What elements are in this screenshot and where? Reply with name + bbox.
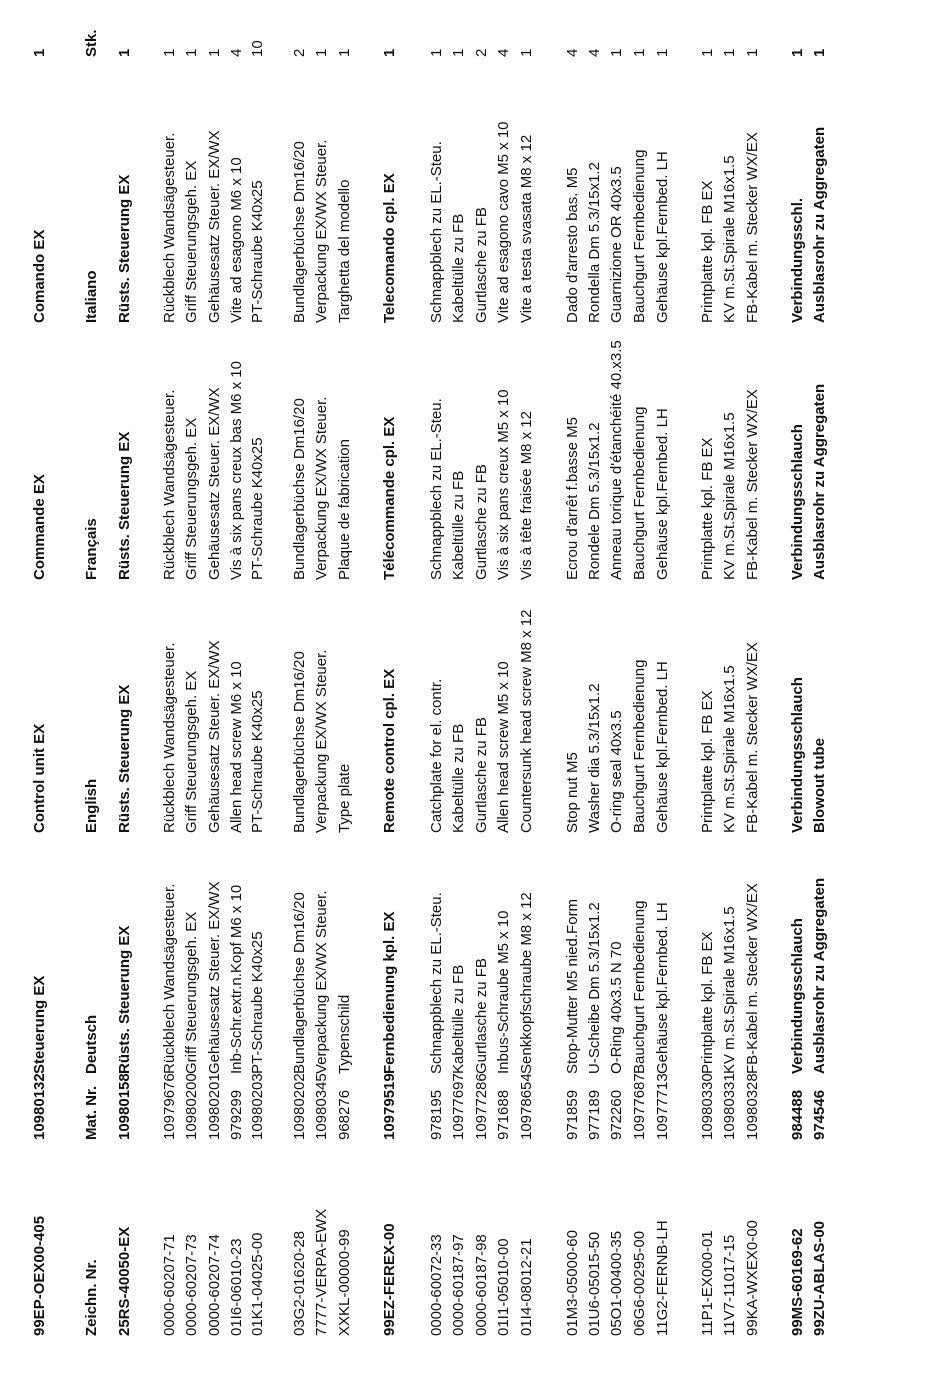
cell-italian: Griff Steuerungsgeh. EX (183, 160, 200, 323)
table-row (743, 0, 763, 1379)
cell-italian: Dado d'arresto bas. M5 (564, 167, 581, 323)
cell-quantity: 4 (495, 48, 512, 57)
cell-material-no: 10980330 (699, 1073, 716, 1140)
cell-material-no: 974546 (811, 1089, 828, 1140)
cell-english: Allen head screw M6 x 10 (228, 661, 245, 833)
table-row (160, 0, 180, 1379)
table-row (380, 0, 400, 1379)
cell-material-no: 10980203 (249, 1073, 266, 1140)
cell-english: Gurtlasche zu FB (473, 717, 490, 833)
cell-quantity: 1 (608, 48, 625, 57)
cell-german: Rückblech Wandsägesteuer. (161, 883, 178, 1074)
table-row (312, 0, 332, 1379)
cell-english: Gehäuse kpl.Fernbed. LH (654, 661, 671, 833)
cell-material-no: 10980200 (183, 1073, 200, 1140)
cell-english: Washer dia 5.3/15x1.2 (586, 683, 603, 833)
cell-italian: Vite a testa svasata M8 x 12 (518, 134, 535, 323)
cell-german: Verpackung EX/WX Steuer. (313, 890, 330, 1074)
cell-german: Fernbedienung kpl. EX (381, 911, 398, 1074)
cell-quantity: 1 (428, 48, 445, 57)
cell-german: Gehäusesatz Steuer. EX/WX (206, 881, 223, 1074)
cell-french: Rückblech Wandsägesteuer. (161, 389, 178, 580)
cell-drawing-no: 11P1-EX000-01 (699, 1230, 716, 1336)
table-row (115, 0, 135, 1379)
cell-french: PT-Schraube K40x25 (249, 437, 266, 580)
cell-french: Plaque de fabrication (336, 439, 353, 580)
cell-italian: Bundlagerbüchse Dm16/20 (291, 141, 308, 323)
cell-french: Ecrou d'arrêt f.basse M5 (564, 417, 581, 580)
cell-italian: Ausblasrohr zu Aggregaten (811, 126, 828, 323)
cell-french: Bundlagerbüchse Dm16/20 (291, 398, 308, 580)
cell-italian: Gurtlasche zu FB (473, 207, 490, 323)
cell-drawing-no: 99MS-60169-62 (789, 1228, 806, 1336)
cell-quantity: 1 (381, 48, 398, 57)
cell-quantity: 1 (161, 48, 178, 57)
cell-drawing-no: 0000-60207-71 (161, 1234, 178, 1336)
cell-material-no: 971688 (495, 1089, 512, 1140)
cell-drawing-no: 03G2-01620-28 (291, 1230, 308, 1336)
cell-quantity: 1 (811, 48, 828, 57)
cell-material-no: 10977286 (473, 1073, 490, 1140)
table-row (205, 0, 225, 1379)
cell-italian: Comando EX (31, 229, 48, 323)
cell-material-no: 10978654 (518, 1073, 535, 1140)
cell-english: FB-Kabel m. Stecker WX/EX (744, 642, 761, 833)
cell-quantity: 4 (564, 48, 581, 57)
cell-german: Kabeltülle zu FB (450, 964, 467, 1074)
cell-german: Ausblasrohr zu Aggregaten (811, 877, 828, 1074)
table-row (788, 0, 808, 1379)
cell-english: Bundlagerbüchse Dm16/20 (291, 651, 308, 833)
table-row (227, 0, 247, 1379)
cell-english: KV m.St.Spirale M16x1.5 (721, 665, 738, 833)
cell-french: Gehäusesatz Steuer. EX/WX (206, 387, 223, 580)
cell-german: U-Scheibe Dm 5.3/15x1.2 (586, 902, 603, 1074)
cell-french: Anneau torique d'étanchéité 40.x3.5 (608, 340, 625, 580)
cell-drawing-no: 99KA-WXEX0-00 (744, 1220, 761, 1336)
table-row (585, 0, 605, 1379)
cell-drawing-no: 99EZ-FEREX-00 (381, 1223, 398, 1336)
cell-french: Télécommande cpl. EX (381, 416, 398, 580)
cell-german: Typenschild (336, 994, 353, 1074)
cell-drawing-no: 01M3-05000-60 (564, 1230, 581, 1336)
cell-german: KV m.St.Spirale M16x1.5 (721, 906, 738, 1074)
cell-french: Français (83, 518, 100, 580)
cell-english: Catchplate for el. contr. (428, 678, 445, 833)
cell-material-no: 10977687 (631, 1073, 648, 1140)
cell-italian: Bauchgurt Fernbedienung (631, 149, 648, 323)
cell-french: Ausblasrohr zu Aggregaten (811, 383, 828, 580)
cell-italian: Verpackung EX/WX Steuer. (313, 139, 330, 323)
cell-drawing-no: 99EP-OEX00-405 (31, 1215, 48, 1336)
cell-german: Bauchgurt Fernbedienung (631, 900, 648, 1074)
table-row (472, 0, 492, 1379)
cell-english: Printplatte kpl. FB EX (699, 690, 716, 833)
cell-french: Rüsts. Steuerung EX (116, 431, 133, 580)
cell-french: FB-Kabel m. Stecker WX/EX (744, 389, 761, 580)
cell-german: Gurtlasche zu FB (473, 958, 490, 1074)
cell-drawing-no: 01K1-04025-00 (249, 1232, 266, 1336)
cell-italian: Italiano (83, 270, 100, 323)
cell-material-no: 10980202 (291, 1073, 308, 1140)
cell-drawing-no: 0000-60072-33 (428, 1234, 445, 1336)
cell-quantity: 1 (336, 48, 353, 57)
cell-drawing-no: 01I4-08012-21 (518, 1238, 535, 1336)
cell-italian: Vite ad esagono M6 x 10 (228, 157, 245, 323)
cell-english: Rüsts. Steuerung EX (116, 684, 133, 833)
cell-english: English (83, 778, 100, 833)
cell-drawing-no: 0000-60187-97 (450, 1234, 467, 1336)
cell-french: Bauchgurt Fernbedienung (631, 406, 648, 580)
cell-material-no: 10980328 (744, 1073, 761, 1140)
cell-french: Verbindungsschlauch (789, 424, 806, 580)
cell-quantity: Stk. (83, 29, 100, 57)
cell-material-no: 979299 (228, 1089, 245, 1140)
cell-german: Verbindungsschlauch (789, 918, 806, 1074)
table-row (607, 0, 627, 1379)
cell-italian: Vite ad esagono cavo M5 x 10 (495, 121, 512, 323)
cell-english: Griff Steuerungsgeh. EX (183, 670, 200, 833)
cell-german: Bundlagerbüchse Dm16/20 (291, 892, 308, 1074)
cell-french: Rondele Dm 5.3/15x1.2 (586, 422, 603, 580)
table-row (248, 0, 268, 1379)
cell-material-no: 972260 (608, 1089, 625, 1140)
cell-german: Steuerung EX (31, 975, 48, 1074)
table-row (810, 0, 830, 1379)
cell-english: PT-Schraube K40x25 (249, 690, 266, 833)
cell-material-no: 10980158 (116, 1073, 133, 1140)
cell-english: Gehäusesatz Steuer. EX/WX (206, 640, 223, 833)
table-row (290, 0, 310, 1379)
cell-material-no: Mat. Nr. (83, 1085, 100, 1140)
cell-italian: Guarnizione OR 40x3.5 (608, 166, 625, 323)
cell-french: Kabeltülle zu FB (450, 470, 467, 580)
table-row (720, 0, 740, 1379)
cell-quantity: 10 (249, 40, 266, 57)
cell-italian: Schnappblech zu EL.-Steu. (428, 141, 445, 323)
table-row (653, 0, 673, 1379)
cell-french: Vis à six pans creux M5 x 10 (495, 389, 512, 580)
table-row (494, 0, 514, 1379)
cell-german: Inb-Schr.extr.n.Kopf M6 x 10 (228, 884, 245, 1074)
cell-english: Type plate (336, 763, 353, 833)
cell-quantity: 1 (654, 48, 671, 57)
cell-material-no: 10980201 (206, 1073, 223, 1140)
cell-english: Countersunk head screw M8 x 12 (518, 609, 535, 833)
cell-french: Griff Steuerungsgeh. EX (183, 417, 200, 580)
cell-material-no: 10977713 (654, 1073, 671, 1140)
cell-french: Gurtlasche zu FB (473, 464, 490, 580)
cell-drawing-no: 99ZU-ABLAS-00 (811, 1220, 828, 1336)
cell-quantity: 1 (699, 48, 716, 57)
cell-french: Printplatte kpl. FB EX (699, 437, 716, 580)
cell-drawing-no: 0000-60207-74 (206, 1234, 223, 1336)
cell-english: Control unit EX (31, 723, 48, 833)
cell-material-no: 10977697 (450, 1073, 467, 1140)
cell-material-no: 10980331 (721, 1073, 738, 1140)
cell-italian: Verbindungsschl. (789, 197, 806, 323)
cell-material-no: 971859 (564, 1089, 581, 1140)
cell-english: Verbindungsschlauch (789, 677, 806, 833)
cell-quantity: 1 (789, 48, 806, 57)
cell-quantity: 4 (228, 48, 245, 57)
cell-french: Vis à six pans creux bas M6 x 10 (228, 361, 245, 580)
cell-italian: Gehäuse kpl.Fernbed. LH (654, 151, 671, 323)
cell-english: Verpackung EX/WX Steuer. (313, 649, 330, 833)
cell-english: O-ring seal 40x3.5 (608, 710, 625, 833)
cell-quantity: 2 (473, 48, 490, 57)
cell-material-no: 978195 (428, 1089, 445, 1140)
cell-english: Bauchgurt Fernbedienung (631, 659, 648, 833)
cell-material-no: 10980132 (31, 1073, 48, 1140)
cell-german: Schnappblech zu EL.-Steu. (428, 892, 445, 1074)
cell-french: Gehäuse kpl.Fernbed. LH (654, 408, 671, 580)
cell-italian: FB-Kabel m. Stecker WX/EX (744, 132, 761, 323)
cell-drawing-no: 01I6-06010-23 (228, 1238, 245, 1336)
cell-italian: Printplatte kpl. FB EX (699, 180, 716, 323)
cell-italian: KV m.St.Spirale M16x1.5 (721, 155, 738, 323)
table-row (517, 0, 537, 1379)
cell-material-no: 984488 (789, 1089, 806, 1140)
table-row (563, 0, 583, 1379)
cell-german: Deutsch (83, 1014, 100, 1074)
cell-italian: Rückblech Wandsägesteuer. (161, 132, 178, 323)
cell-italian: Telecomando cpl. EX (381, 173, 398, 323)
cell-german: Stop-Mutter M5 nied.Form (564, 898, 581, 1074)
cell-drawing-no: 0000-60187-98 (473, 1234, 490, 1336)
cell-drawing-no: 06G6-00295-00 (631, 1230, 648, 1336)
cell-material-no: 968276 (336, 1089, 353, 1140)
cell-english: Rückblech Wandsägesteuer. (161, 642, 178, 833)
cell-italian: Gehäusesatz Steuer. EX/WX (206, 130, 223, 323)
cell-material-no: 10980345 (313, 1073, 330, 1140)
cell-drawing-no: 05O1-00400-35 (608, 1230, 625, 1336)
cell-quantity: 1 (313, 48, 330, 57)
cell-material-no: 10979519 (381, 1073, 398, 1140)
cell-quantity: 1 (450, 48, 467, 57)
cell-italian: Rondella Dm 5.3/15x1.2 (586, 162, 603, 323)
table-row (698, 0, 718, 1379)
cell-quantity: 2 (291, 48, 308, 57)
cell-drawing-no: 0000-60207-73 (183, 1234, 200, 1336)
cell-quantity: 1 (116, 48, 133, 57)
cell-french: Commande EX (31, 474, 48, 580)
cell-quantity: 1 (31, 48, 48, 57)
cell-drawing-no: 25RS-40050-EX (116, 1226, 133, 1336)
cell-german: O-Ring 40x3.5 N 70 (608, 941, 625, 1074)
cell-quantity: 1 (744, 48, 761, 57)
table-row (335, 0, 355, 1379)
cell-quantity: 1 (631, 48, 648, 57)
cell-italian: PT-Schraube K40x25 (249, 180, 266, 323)
cell-drawing-no: 01U6-05015-50 (586, 1231, 603, 1336)
table-row (449, 0, 469, 1379)
cell-english: Stop nut M5 (564, 752, 581, 833)
cell-drawing-no: XXKL-00000-99 (336, 1229, 353, 1336)
cell-material-no: 977189 (586, 1089, 603, 1140)
cell-english: Kabeltülle zu FB (450, 723, 467, 833)
cell-french: Schnappblech zu EL.-Steu. (428, 398, 445, 580)
cell-english: Allen head screw M5 x 10 (495, 661, 512, 833)
cell-french: Vis à tête fraisée M8 x 12 (518, 411, 535, 580)
cell-german: Printplatte kpl. FB EX (699, 931, 716, 1074)
cell-french: Verpackung EX/WX Steuer. (313, 396, 330, 580)
cell-drawing-no: 01I1-05010-00 (495, 1238, 512, 1336)
table-row (427, 0, 447, 1379)
cell-quantity: 1 (721, 48, 738, 57)
assembly-title-row (30, 0, 50, 1379)
cell-german: PT-Schraube K40x25 (249, 931, 266, 1074)
cell-quantity: 1 (206, 48, 223, 57)
cell-english: Blowout tube (811, 738, 828, 833)
table-row (630, 0, 650, 1379)
cell-italian: Targhetta del modello (336, 179, 353, 323)
cell-drawing-no: 7777-VERPA-EWX (313, 1208, 330, 1336)
cell-drawing-no: 11V7-11017-15 (721, 1234, 738, 1336)
cell-german: Senkkopfschraube M8 x 12 (518, 892, 535, 1074)
cell-quantity: 1 (183, 48, 200, 57)
cell-german: Gehäuse kpl.Fernbed. LH (654, 902, 671, 1074)
cell-quantity: 4 (586, 48, 603, 57)
cell-german: FB-Kabel m. Stecker WX/EX (744, 883, 761, 1074)
cell-german: Inbus-Schraube M5 x 10 (495, 910, 512, 1074)
cell-drawing-no: 11G2-FERNB-LH (654, 1220, 671, 1336)
cell-italian: Rüsts. Steuerung EX (116, 174, 133, 323)
cell-italian: Kabeltülle zu FB (450, 213, 467, 323)
cell-french: KV m.St.Spirale M16x1.5 (721, 412, 738, 580)
cell-english: Remote control cpl. EX (381, 668, 398, 833)
cell-german: Griff Steuerungsgeh. EX (183, 911, 200, 1074)
cell-material-no: 10979676 (161, 1073, 178, 1140)
cell-drawing-no: Zeichn. Nr. (83, 1259, 100, 1336)
cell-german: Rüsts. Steuerung EX (116, 925, 133, 1074)
table-header-row (82, 0, 102, 1379)
cell-quantity: 1 (518, 48, 535, 57)
table-row (182, 0, 202, 1379)
